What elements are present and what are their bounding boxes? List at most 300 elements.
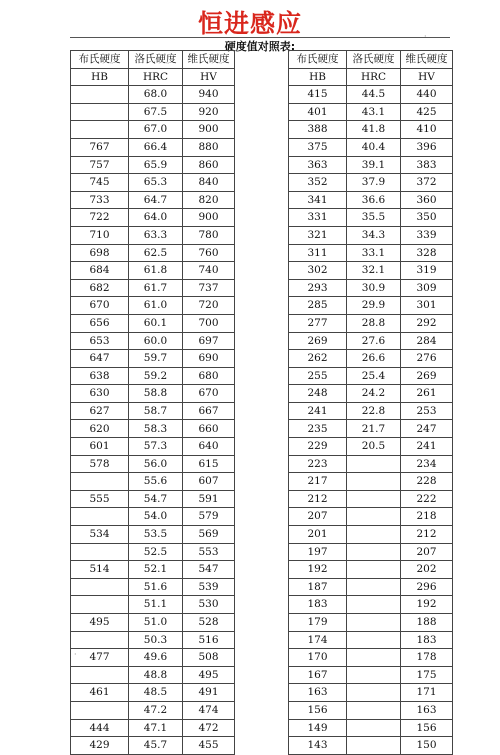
table-row <box>71 473 235 491</box>
cell-hv: 530 <box>183 596 235 614</box>
cell-hrc: 27.6 <box>347 332 401 350</box>
table-row <box>71 543 235 561</box>
cell-hv: 640 <box>183 438 235 456</box>
table-row <box>289 420 453 438</box>
cell-hv: 396 <box>401 138 453 156</box>
table-row <box>71 631 235 649</box>
cell-hrc: 29.9 <box>347 297 401 315</box>
cell-hv: 820 <box>183 191 235 209</box>
table-row <box>289 314 453 332</box>
table-row <box>71 226 235 244</box>
col-header-hrc: 洛氏硬度 <box>347 51 401 69</box>
cell-hrc <box>347 543 401 561</box>
table-row <box>71 526 235 544</box>
table-row <box>71 701 235 719</box>
cell-hb: 682 <box>71 279 129 297</box>
cell-hrc <box>347 701 401 719</box>
cell-hv: 425 <box>401 103 453 121</box>
cell-hv: 690 <box>183 350 235 368</box>
cell-hv: 700 <box>183 314 235 332</box>
table-row <box>289 86 453 104</box>
cell-hrc: 47.1 <box>129 719 183 737</box>
cell-hrc: 48.5 <box>129 684 183 702</box>
table-row <box>289 138 453 156</box>
cell-hv: 150 <box>401 737 453 755</box>
cell-hrc: 25.4 <box>347 367 401 385</box>
table-row <box>289 455 453 473</box>
cell-hrc: 26.6 <box>347 350 401 368</box>
cell-hv: 474 <box>183 701 235 719</box>
cell-hrc: 56.0 <box>129 455 183 473</box>
table-row <box>71 508 235 526</box>
cell-hv: 737 <box>183 279 235 297</box>
header-row <box>289 51 453 69</box>
cell-hrc: 52.1 <box>129 561 183 579</box>
table-row <box>289 438 453 456</box>
table-row <box>71 174 235 192</box>
cell-hv: 319 <box>401 262 453 280</box>
cell-hb <box>71 473 129 491</box>
cell-hb <box>71 121 129 139</box>
table-row <box>289 701 453 719</box>
cell-hrc: 32.1 <box>347 262 401 280</box>
cell-hrc: 61.7 <box>129 279 183 297</box>
cell-hv: 207 <box>401 543 453 561</box>
col-header-hv: 维氏硬度 <box>183 51 235 69</box>
cell-hv: 328 <box>401 244 453 262</box>
table-row <box>71 103 235 121</box>
table-row <box>71 596 235 614</box>
cell-hb <box>71 508 129 526</box>
cell-hrc: 20.5 <box>347 438 401 456</box>
cell-hb: 363 <box>289 156 347 174</box>
cell-hv: 720 <box>183 297 235 315</box>
cell-hv: 339 <box>401 226 453 244</box>
cell-hb <box>71 86 129 104</box>
cell-hb: 241 <box>289 402 347 420</box>
unit-row <box>289 68 453 86</box>
cell-hb: 285 <box>289 297 347 315</box>
cell-hrc: 52.5 <box>129 543 183 561</box>
cell-hrc: 51.6 <box>129 578 183 596</box>
cell-hrc <box>347 596 401 614</box>
cell-hrc: 51.0 <box>129 614 183 632</box>
cell-hrc: 61.8 <box>129 262 183 280</box>
cell-hv: 569 <box>183 526 235 544</box>
cell-hv: 680 <box>183 367 235 385</box>
cell-hv: 410 <box>401 121 453 139</box>
cell-hv: 900 <box>183 209 235 227</box>
cell-hv: 234 <box>401 455 453 473</box>
table-row <box>289 631 453 649</box>
cell-hrc: 28.8 <box>347 314 401 332</box>
cell-hb: 601 <box>71 438 129 456</box>
cell-hv: 218 <box>401 508 453 526</box>
cell-hrc: 59.2 <box>129 367 183 385</box>
cell-hv: 495 <box>183 666 235 684</box>
table-row <box>71 350 235 368</box>
table-row <box>71 138 235 156</box>
table-row <box>289 191 453 209</box>
cell-hv: 228 <box>401 473 453 491</box>
table-row <box>289 244 453 262</box>
cell-hv: 202 <box>401 561 453 579</box>
cell-hb: 710 <box>71 226 129 244</box>
cell-hb: 302 <box>289 262 347 280</box>
cell-hb <box>71 578 129 596</box>
cell-hv: 301 <box>401 297 453 315</box>
cell-hb: 415 <box>289 86 347 104</box>
cell-hrc: 64.0 <box>129 209 183 227</box>
cell-hrc <box>347 649 401 667</box>
cell-hb: 174 <box>289 631 347 649</box>
table-row <box>71 297 235 315</box>
table-row <box>71 438 235 456</box>
cell-hv: 212 <box>401 526 453 544</box>
cell-hb: 311 <box>289 244 347 262</box>
col-unit-hv: HV <box>183 68 235 86</box>
table-row <box>289 103 453 121</box>
table-row <box>289 578 453 596</box>
cell-hrc: 58.3 <box>129 420 183 438</box>
cell-hb: 495 <box>71 614 129 632</box>
col-header-hrc: 洛氏硬度 <box>129 51 183 69</box>
table-row <box>71 561 235 579</box>
table-row <box>289 666 453 684</box>
cell-hrc: 60.0 <box>129 332 183 350</box>
cell-hb: 229 <box>289 438 347 456</box>
cell-hb: 670 <box>71 297 129 315</box>
table-row <box>289 473 453 491</box>
cell-hrc <box>347 561 401 579</box>
table-row <box>71 332 235 350</box>
table-row <box>71 490 235 508</box>
cell-hrc: 61.0 <box>129 297 183 315</box>
cell-hrc: 22.8 <box>347 402 401 420</box>
cell-hb: 156 <box>289 701 347 719</box>
table-row <box>71 314 235 332</box>
cell-hrc: 54.0 <box>129 508 183 526</box>
table-row <box>71 262 235 280</box>
cell-hb: 578 <box>71 455 129 473</box>
table-row <box>289 490 453 508</box>
table-row <box>71 649 235 667</box>
cell-hv: 163 <box>401 701 453 719</box>
cell-hv: 188 <box>401 614 453 632</box>
cell-hrc <box>347 526 401 544</box>
table-row <box>289 684 453 702</box>
cell-hv: 660 <box>183 420 235 438</box>
table-row <box>289 332 453 350</box>
cell-hrc: 34.3 <box>347 226 401 244</box>
cell-hb: 163 <box>289 684 347 702</box>
table-row <box>71 666 235 684</box>
table-row <box>289 526 453 544</box>
cell-hv: 383 <box>401 156 453 174</box>
cell-hv: 350 <box>401 209 453 227</box>
table-row <box>71 614 235 632</box>
cell-hb: 647 <box>71 350 129 368</box>
table-row <box>289 614 453 632</box>
table-row <box>71 279 235 297</box>
cell-hv: 183 <box>401 631 453 649</box>
mark-dot: · <box>74 650 77 659</box>
table-row <box>289 279 453 297</box>
table-title: 硬度值对照表: <box>224 40 296 53</box>
cell-hrc: 60.1 <box>129 314 183 332</box>
cell-hrc: 21.7 <box>347 420 401 438</box>
cell-hb: 461 <box>71 684 129 702</box>
table-row <box>71 244 235 262</box>
cell-hrc: 59.7 <box>129 350 183 368</box>
cell-hb: 698 <box>71 244 129 262</box>
cell-hb: 555 <box>71 490 129 508</box>
cell-hv: 553 <box>183 543 235 561</box>
cell-hb: 627 <box>71 402 129 420</box>
table-row <box>71 367 235 385</box>
cell-hb: 187 <box>289 578 347 596</box>
cell-hv: 591 <box>183 490 235 508</box>
cell-hv: 284 <box>401 332 453 350</box>
cell-hb: 429 <box>71 737 129 755</box>
cell-hv: 175 <box>401 666 453 684</box>
cell-hv: 579 <box>183 508 235 526</box>
cell-hrc: 49.6 <box>129 649 183 667</box>
col-unit-hrc: HRC <box>129 68 183 86</box>
table-row <box>71 402 235 420</box>
header-row <box>71 51 235 69</box>
cell-hrc: 30.9 <box>347 279 401 297</box>
cell-hb: 248 <box>289 385 347 403</box>
table-row <box>289 543 453 561</box>
cell-hb: 341 <box>289 191 347 209</box>
cell-hb: 321 <box>289 226 347 244</box>
cell-hb: 620 <box>71 420 129 438</box>
cell-hrc: 54.7 <box>129 490 183 508</box>
cell-hv: 156 <box>401 719 453 737</box>
table-row <box>71 209 235 227</box>
table-row <box>289 297 453 315</box>
cell-hv: 171 <box>401 684 453 702</box>
col-header-hb: 布氏硬度 <box>71 51 129 69</box>
cell-hrc: 37.9 <box>347 174 401 192</box>
table-row <box>289 262 453 280</box>
cell-hb: 401 <box>289 103 347 121</box>
cell-hv: 472 <box>183 719 235 737</box>
table-row <box>289 209 453 227</box>
cell-hrc: 48.8 <box>129 666 183 684</box>
right-table-body <box>289 86 453 755</box>
cell-hrc <box>347 719 401 737</box>
cell-hb: 269 <box>289 332 347 350</box>
cell-hrc: 67.0 <box>129 121 183 139</box>
cell-hb: 207 <box>289 508 347 526</box>
cell-hb: 534 <box>71 526 129 544</box>
cell-hb: 255 <box>289 367 347 385</box>
col-header-hv: 维氏硬度 <box>401 51 453 69</box>
cell-hb: 143 <box>289 737 347 755</box>
cell-hb <box>71 666 129 684</box>
hardness-table-right <box>288 50 453 755</box>
table-row <box>71 156 235 174</box>
cell-hb: 183 <box>289 596 347 614</box>
table-row <box>289 561 453 579</box>
cell-hrc: 40.4 <box>347 138 401 156</box>
cell-hrc: 63.3 <box>129 226 183 244</box>
cell-hv: 222 <box>401 490 453 508</box>
table-row <box>71 385 235 403</box>
cell-hv: 740 <box>183 262 235 280</box>
cell-hb: 167 <box>289 666 347 684</box>
cell-hrc <box>347 614 401 632</box>
cell-hb: 375 <box>289 138 347 156</box>
table-row <box>71 455 235 473</box>
cell-hb: 179 <box>289 614 347 632</box>
table-row <box>71 121 235 139</box>
cell-hrc: 47.2 <box>129 701 183 719</box>
cell-hrc <box>347 631 401 649</box>
cell-hb: 733 <box>71 191 129 209</box>
cell-hb <box>71 596 129 614</box>
cell-hv: 241 <box>401 438 453 456</box>
table-row <box>289 719 453 737</box>
cell-hv: 296 <box>401 578 453 596</box>
cell-hv: 440 <box>401 86 453 104</box>
cell-hv: 940 <box>183 86 235 104</box>
cell-hv: 261 <box>401 385 453 403</box>
mark-dot: · <box>424 32 427 41</box>
cell-hb <box>71 701 129 719</box>
cell-hv: 860 <box>183 156 235 174</box>
cell-hv: 697 <box>183 332 235 350</box>
cell-hrc: 65.9 <box>129 156 183 174</box>
cell-hv: 539 <box>183 578 235 596</box>
table-row <box>71 684 235 702</box>
table-row <box>289 174 453 192</box>
cell-hv: 508 <box>183 649 235 667</box>
table-row <box>289 350 453 368</box>
table-row <box>71 737 235 755</box>
cell-hv: 372 <box>401 174 453 192</box>
cell-hv: 760 <box>183 244 235 262</box>
cell-hb: 331 <box>289 209 347 227</box>
cell-hrc: 58.8 <box>129 385 183 403</box>
cell-hv: 192 <box>401 596 453 614</box>
col-unit-hb: HB <box>71 68 129 86</box>
cell-hv: 615 <box>183 455 235 473</box>
cell-hrc: 45.7 <box>129 737 183 755</box>
table-row <box>289 385 453 403</box>
cell-hv: 780 <box>183 226 235 244</box>
cell-hv: 528 <box>183 614 235 632</box>
cell-hv: 607 <box>183 473 235 491</box>
cell-hb: 388 <box>289 121 347 139</box>
cell-hv: 880 <box>183 138 235 156</box>
cell-hrc: 65.3 <box>129 174 183 192</box>
cell-hv: 292 <box>401 314 453 332</box>
cell-hb: 514 <box>71 561 129 579</box>
cell-hrc <box>347 684 401 702</box>
cell-hb: 212 <box>289 490 347 508</box>
cell-hb: 149 <box>289 719 347 737</box>
cell-hv: 360 <box>401 191 453 209</box>
col-unit-hb: HB <box>289 68 347 86</box>
cell-hrc: 50.3 <box>129 631 183 649</box>
cell-hb: 217 <box>289 473 347 491</box>
cell-hrc <box>347 490 401 508</box>
cell-hrc: 67.5 <box>129 103 183 121</box>
page-title: 恒进感应 <box>197 9 302 38</box>
cell-hrc: 33.1 <box>347 244 401 262</box>
table-row <box>289 402 453 420</box>
cell-hb: 192 <box>289 561 347 579</box>
cell-hrc: 43.1 <box>347 103 401 121</box>
cell-hrc <box>347 455 401 473</box>
col-unit-hv: HV <box>401 68 453 86</box>
cell-hv: 178 <box>401 649 453 667</box>
cell-hv: 920 <box>183 103 235 121</box>
cell-hrc <box>347 473 401 491</box>
cell-hv: 253 <box>401 402 453 420</box>
cell-hb: 444 <box>71 719 129 737</box>
cell-hb: 170 <box>289 649 347 667</box>
table-row <box>71 191 235 209</box>
cell-hb: 767 <box>71 138 129 156</box>
cell-hrc <box>347 578 401 596</box>
cell-hb: 293 <box>289 279 347 297</box>
table-row <box>289 156 453 174</box>
cell-hv: 667 <box>183 402 235 420</box>
table-row <box>71 420 235 438</box>
col-header-hb: 布氏硬度 <box>289 51 347 69</box>
table-row <box>289 121 453 139</box>
cell-hb: 638 <box>71 367 129 385</box>
cell-hb <box>71 543 129 561</box>
cell-hb: 352 <box>289 174 347 192</box>
cell-hrc <box>347 737 401 755</box>
cell-hv: 670 <box>183 385 235 403</box>
cell-hrc: 64.7 <box>129 191 183 209</box>
cell-hv: 309 <box>401 279 453 297</box>
cell-hrc: 35.5 <box>347 209 401 227</box>
left-table-body <box>71 86 235 755</box>
table-row <box>289 226 453 244</box>
cell-hrc: 53.5 <box>129 526 183 544</box>
table-row <box>71 86 235 104</box>
table-row <box>289 649 453 667</box>
cell-hrc: 66.4 <box>129 138 183 156</box>
cell-hrc <box>347 666 401 684</box>
cell-hv: 516 <box>183 631 235 649</box>
cell-hb <box>71 631 129 649</box>
cell-hrc: 36.6 <box>347 191 401 209</box>
cell-hv: 547 <box>183 561 235 579</box>
cell-hrc: 51.1 <box>129 596 183 614</box>
table-row <box>289 508 453 526</box>
cell-hb: 277 <box>289 314 347 332</box>
hardness-table-left <box>70 50 235 755</box>
cell-hb: 235 <box>289 420 347 438</box>
unit-row <box>71 68 235 86</box>
cell-hrc: 24.2 <box>347 385 401 403</box>
cell-hv: 247 <box>401 420 453 438</box>
cell-hv: 455 <box>183 737 235 755</box>
col-unit-hrc: HRC <box>347 68 401 86</box>
cell-hv: 840 <box>183 174 235 192</box>
cell-hrc <box>347 508 401 526</box>
table-row <box>71 578 235 596</box>
cell-hv: 491 <box>183 684 235 702</box>
